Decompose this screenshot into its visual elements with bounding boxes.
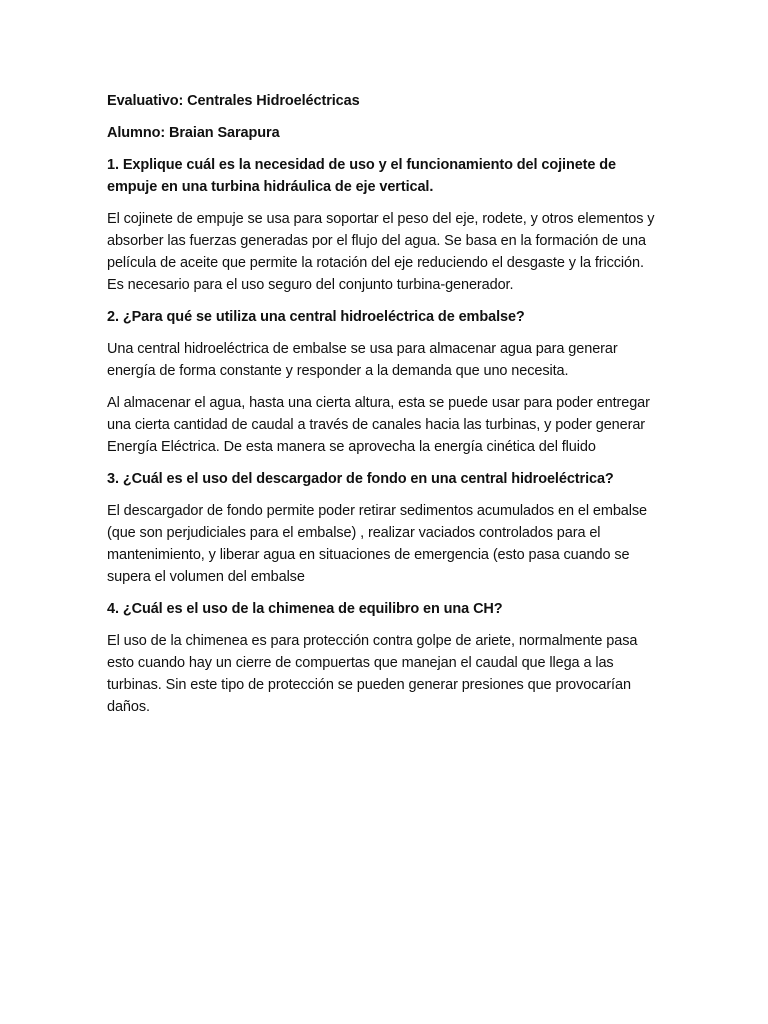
answer-1: El cojinete de empuje se usa para soportar el peso del eje, rodete, y otros elementos y absorber las fuerzas generadas por el flujo del agua. Se basa en la formación de una película de aceite que permite la rotación del eje reduciendo el desgaste y la fricción. Es necesario para el uso seguro del conjunto turbina-generador. bbox=[107, 211, 655, 293]
question-4: 4. ¿Cuál es el uso de la chimenea de equilibro en una CH? bbox=[107, 601, 503, 617]
question-3: 3. ¿Cuál es el uso del descargador de fondo en una central hidroeléctrica? bbox=[107, 471, 614, 487]
student-name: Alumno: Braian Sarapura bbox=[107, 125, 280, 141]
answer-2-paragraph-2: Al almacenar el agua, hasta una cierta altura, esta se puede usar para poder entregar una cierta cantidad de caudal a través de canales hacia las turbinas, y poder generar Energía Eléctrica. De esta manera se aprovecha la energía cinética del fluido bbox=[107, 395, 650, 455]
answer-3: El descargador de fondo permite poder retirar sedimentos acumulados en el embalse (que son perjudiciales para el embalse) , realizar vaciados controlados para el mantenimiento, y liberar agua en situaciones de emergencia (esto pasa cuando se supera el volumen del embalse bbox=[107, 503, 647, 585]
answer-4: El uso de la chimenea es para protección contra golpe de ariete, normalmente pasa esto cuando hay un cierre de compuertas que manejan el caudal que llega a las turbinas. Sin este tipo de protección se pueden generar presiones que provocarían daños. bbox=[107, 633, 638, 715]
question-1: 1. Explique cuál es la necesidad de uso y el funcionamiento del cojinete de empuje en una turbina hidráulica de eje vertical. bbox=[107, 157, 617, 195]
document-title: Evaluativo: Centrales Hidroeléctricas bbox=[107, 93, 360, 109]
question-2: 2. ¿Para qué se utiliza una central hidroeléctrica de embalse? bbox=[107, 309, 525, 325]
answer-2-paragraph-1: Una central hidroeléctrica de embalse se usa para almacenar agua para generar energía de forma constante y responder a la demanda que uno necesita. bbox=[107, 341, 618, 379]
